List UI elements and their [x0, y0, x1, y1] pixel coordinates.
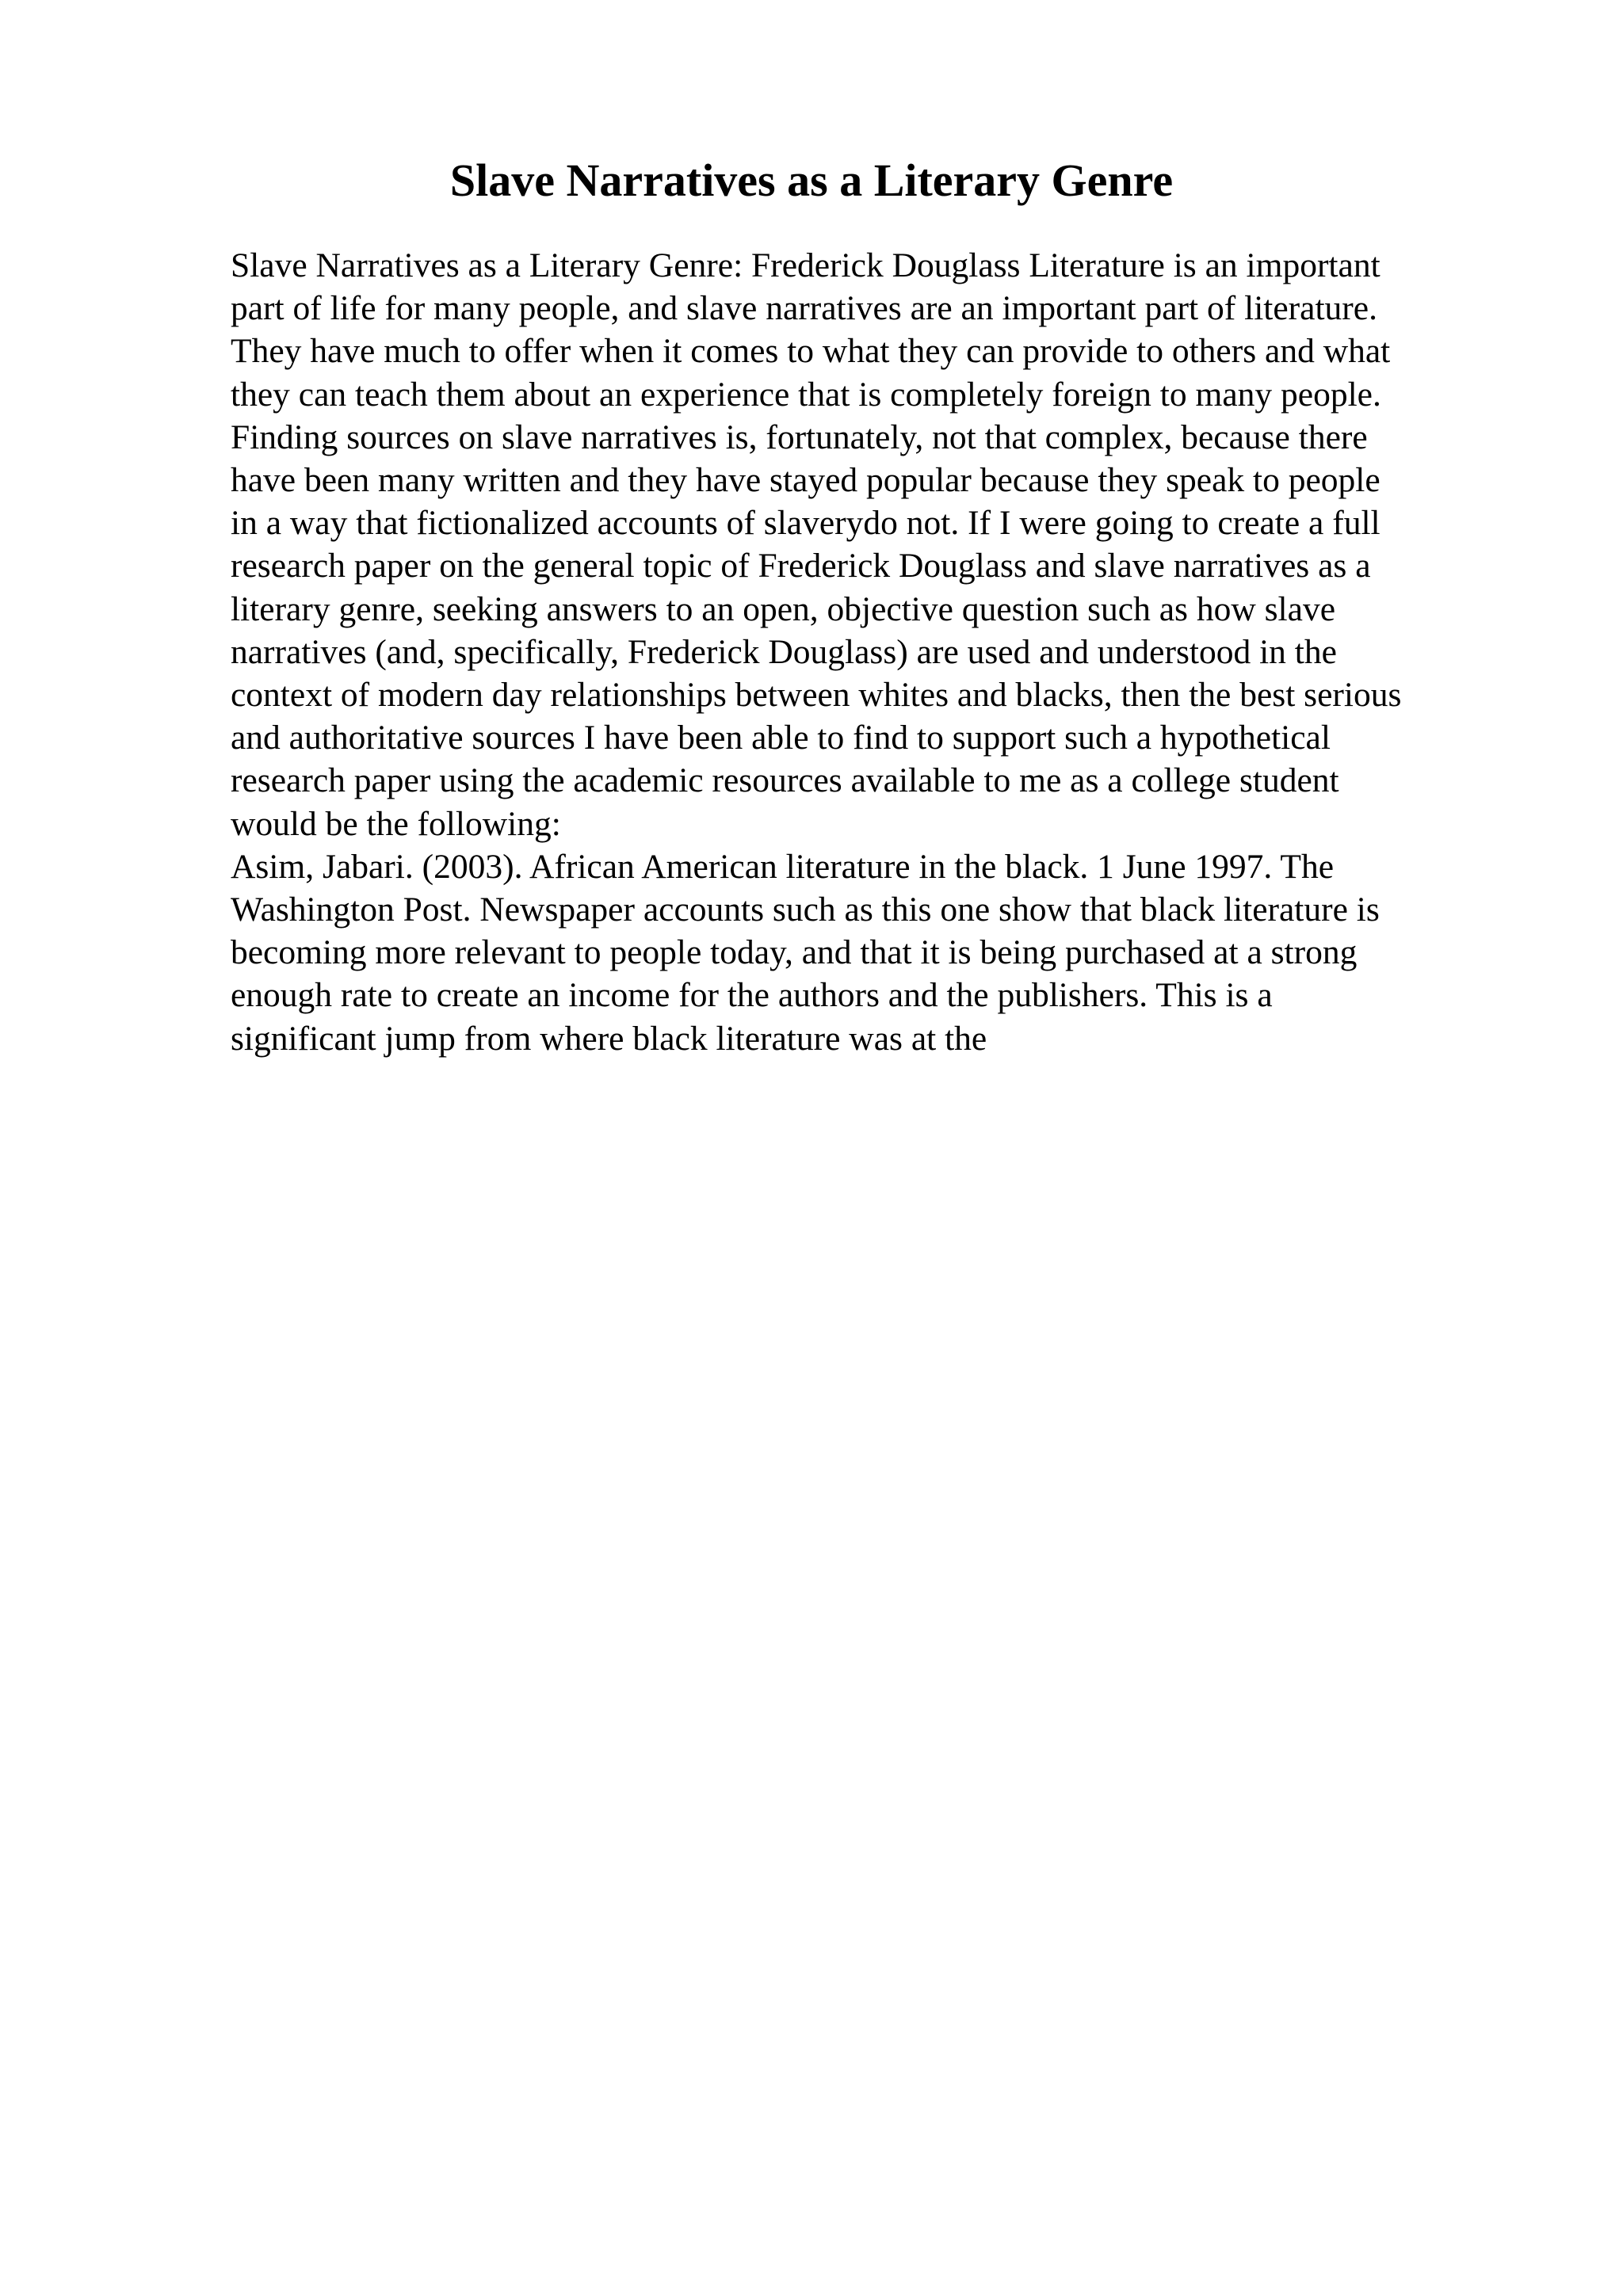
body-line: research paper using the academic resources available to me as a college student — [231, 761, 1339, 800]
body-line: and authoritative sources I have been able to find to support such a hypothetical — [231, 719, 1331, 757]
citation-line: significant jump from where black literature was at the — [231, 1019, 987, 1058]
body-line: They have much to offer when it comes to what they can provide to others and what — [231, 332, 1391, 371]
document-title: Slave Narratives as a Literary Genre — [449, 154, 1174, 206]
body-line: context of modern day relationships between whites and blacks, then the best serious — [231, 676, 1402, 715]
body-line: have been many written and they have stayed popular because they speak to people — [231, 461, 1381, 500]
citation-line: becoming more relevant to people today, and that it is being purchased at a strong — [231, 933, 1358, 972]
body-line: would be the following: — [231, 804, 561, 843]
citation-line: Asim, Jabari. (2003). African American literature in the black. 1 June 1997. The — [231, 847, 1334, 886]
body-line: Finding sources on slave narratives is, fortunately, not that complex, because there — [231, 418, 1368, 456]
body-line: part of life for many people, and slave narratives are an important part of literature. — [231, 289, 1377, 328]
body-line: Slave Narratives as a Literary Genre: Frederick Douglass Literature is an important — [231, 246, 1381, 284]
document-body — [231, 244, 1514, 1060]
body-line: in a way that fictionalized accounts of slaverydo not. If I were going to create a full — [231, 504, 1381, 543]
body-line: literary genre, seeking answers to an open, objective question such as how slave — [231, 589, 1335, 628]
body-line: they can teach them about an experience that is completely foreign to many people. — [231, 375, 1381, 414]
citation-line: enough rate to create an income for the authors and the publishers. This is a — [231, 976, 1273, 1015]
body-line: narratives (and, specifically, Frederick Douglass) are used and understood in the — [231, 632, 1337, 671]
body-line: research paper on the general topic of Frederick Douglass and slave narratives as a — [231, 547, 1371, 585]
citation-line: Washington Post. Newspaper accounts such as this one show that black literature is — [231, 891, 1380, 929]
